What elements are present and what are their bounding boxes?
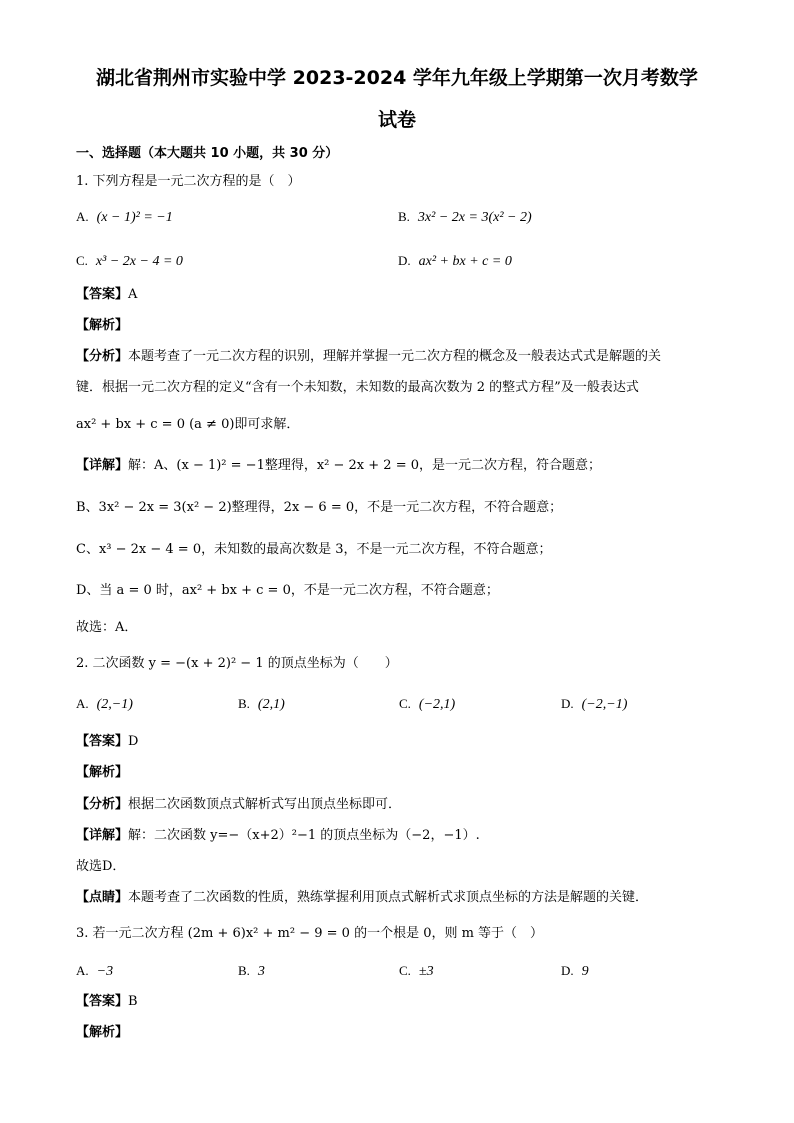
q1-detail-line4: D、当 a = 0 时，ax² + bx + c = 0，不是一元二次方程，不符合题意； xyxy=(76,583,499,598)
q3-option-c-label: C. xyxy=(399,963,411,978)
q2-option-c xyxy=(399,694,455,715)
q2-option-b xyxy=(238,694,285,715)
xiangjie-tag: 【详解】 xyxy=(76,828,129,843)
q2-option-d-label: D. xyxy=(561,696,574,711)
q3-option-d-label: D. xyxy=(561,963,574,978)
answer-tag: 【答案】 xyxy=(76,287,129,302)
q3-option-b-label: B. xyxy=(238,963,250,978)
q3-option-c-text: ±3 xyxy=(418,964,434,979)
q2-option-d-text: (−2,−1) xyxy=(581,697,628,712)
section-heading: 一、选择题（本大题共 10 小题，共 30 分） xyxy=(76,146,339,161)
q3-option-d xyxy=(561,961,589,982)
q1-detail-line3: C、x³ − 2x − 4 = 0，未知数的最高次数是 3，不是一元二次方程，不符合题意； xyxy=(76,542,552,557)
q1-option-a-text: (x − 1)² = −1 xyxy=(96,210,173,225)
q3-option-c xyxy=(399,961,434,982)
answer-value: B xyxy=(128,994,138,1009)
fenxi-text: 本题考查了一元二次方程的识别，理解并掌握一元二次方程的概念及一般表达式式是解题的关 xyxy=(128,349,662,364)
answer-tag: 【答案】 xyxy=(76,994,129,1009)
fenxi-tag: 【分析】 xyxy=(76,349,129,364)
fenxi-tag: 【分析】 xyxy=(76,797,129,812)
answer-value: A xyxy=(128,287,138,302)
q1-option-c-text: x³ − 2x − 4 = 0 xyxy=(95,254,183,269)
q1-option-a-label: A. xyxy=(76,209,89,224)
q1-fenxi-line2: 键．根据一元二次方程的定义“含有一个未知数，未知数的最高次数为 2 的整式方程”及一般表达式 xyxy=(76,380,639,395)
q1-option-c-label: C. xyxy=(76,253,88,268)
q1-analysis-tag: 【解析】 xyxy=(76,318,129,333)
q1-option-a xyxy=(76,207,173,228)
q1-option-d-label: D. xyxy=(398,253,411,268)
q2-option-a-label: A. xyxy=(76,696,89,711)
detail-text: 解：二次函数 y=−（x+2）²−1 的顶点坐标为（−2，−1）. xyxy=(128,828,480,843)
fenxi-text: 根据二次函数顶点式解析式写出顶点坐标即可． xyxy=(128,797,402,812)
q2-option-c-label: C. xyxy=(399,696,411,711)
q2-option-a xyxy=(76,694,133,715)
detail-text: 解：A、(x − 1)² = −1整理得，x² − 2x + 2 = 0，是一元二次方程，符合题意； xyxy=(128,458,601,473)
q1-fenxi-line1 xyxy=(76,347,661,367)
q1-option-c xyxy=(76,251,183,272)
document-title-line2: 试卷 xyxy=(377,109,416,131)
q1-option-d-text: ax² + bx + c = 0 xyxy=(418,254,512,269)
xiangjie-tag: 【详解】 xyxy=(76,458,129,473)
q1-stem: 1. 下列方程是一元二次方程的是（ ） xyxy=(76,174,301,189)
q3-option-a xyxy=(76,961,113,982)
q3-option-b xyxy=(238,961,265,982)
q2-answer xyxy=(76,732,138,752)
q2-detail xyxy=(76,826,480,846)
q2-fenxi xyxy=(76,795,401,815)
dianjing-text: 本题考查了二次函数的性质，熟练掌握利用顶点式解析式求顶点坐标的方法是解题的关键． xyxy=(128,890,649,905)
q1-choose: 故选：A． xyxy=(76,620,138,635)
q3-option-d-text: 9 xyxy=(581,964,589,979)
q1-fenxi-line3: ax² + bx + c = 0 (a ≠ 0)即可求解． xyxy=(76,417,300,432)
q1-detail-line1 xyxy=(76,456,601,476)
q3-stem: 3. 若一元二次方程 (2m + 6)x² + m² − 9 = 0 的一个根是 0，则 m 等于（ ） xyxy=(76,926,544,941)
answer-tag: 【答案】 xyxy=(76,734,129,749)
q1-option-b-text: 3x² − 2x = 3(x² − 2) xyxy=(417,210,532,225)
q2-option-b-label: B. xyxy=(238,696,250,711)
q2-dianjing xyxy=(76,888,648,908)
q1-answer xyxy=(76,285,137,305)
q3-answer xyxy=(76,992,138,1012)
q1-option-b xyxy=(398,207,532,228)
q1-option-b-label: B. xyxy=(398,209,410,224)
q2-analysis-tag: 【解析】 xyxy=(76,765,129,780)
answer-value: D xyxy=(128,734,139,749)
dianjing-tag: 【点睛】 xyxy=(76,890,129,905)
q2-choose: 故选D． xyxy=(76,859,126,874)
q2-option-a-text: (2,−1) xyxy=(96,697,133,712)
q2-option-b-text: (2,1) xyxy=(257,697,285,712)
q2-option-c-text: (−2,1) xyxy=(418,697,456,712)
q3-analysis-tag: 【解析】 xyxy=(76,1025,129,1040)
q3-option-a-text: −3 xyxy=(96,964,114,979)
document-title-line1: 湖北省荆州市实验中学 2023-2024 学年九年级上学期第一次月考数学 xyxy=(96,67,698,89)
q3-option-a-label: A. xyxy=(76,963,89,978)
q3-option-b-text: 3 xyxy=(257,964,265,979)
q2-stem: 2. 二次函数 y = −(x + 2)² − 1 的顶点坐标为（ ） xyxy=(76,656,398,671)
q1-detail-line2: B、3x² − 2x = 3(x² − 2)整理得，2x − 6 = 0，不是一元二次方程，不符合题意； xyxy=(76,500,563,515)
q2-option-d xyxy=(561,694,627,715)
q1-option-d xyxy=(398,251,512,272)
